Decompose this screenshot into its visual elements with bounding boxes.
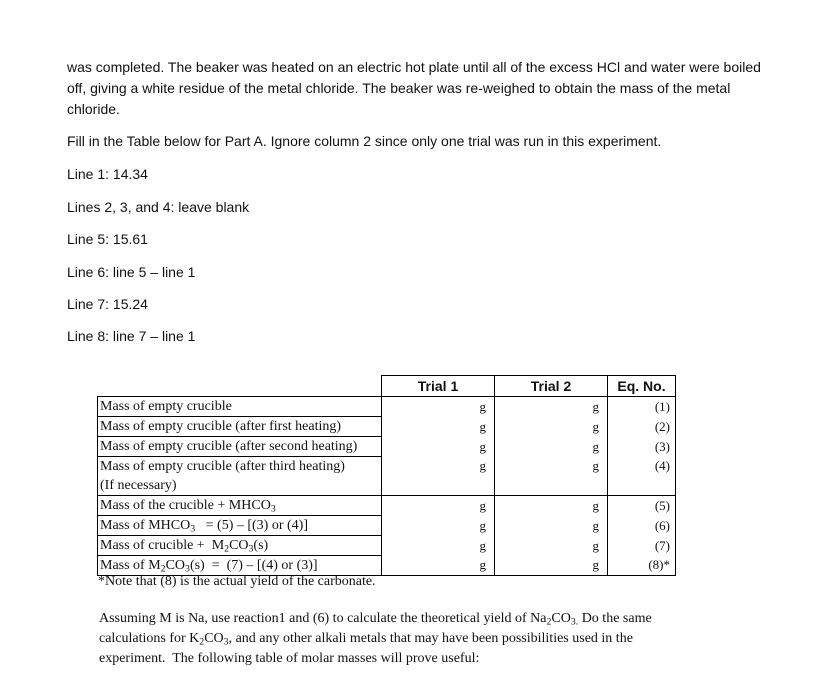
row-label: Mass of $MHCO_3 = (5) - [(3)$ or (4)] bbox=[98, 516, 382, 536]
eq-number: (6) bbox=[608, 516, 676, 536]
eq-number: (2) bbox=[608, 417, 676, 437]
eq-number: (4) bbox=[608, 457, 676, 477]
eq-number: (7) bbox=[608, 536, 676, 556]
header-eq-no: Eq. No. bbox=[608, 376, 676, 397]
table-row bbox=[98, 397, 676, 417]
assuming-paragraph: Assuming M is Na, use reaction1 and (6) to calculate the theoretical yield of $Na_2CO_{3.}$ Do the same calculations for $K_2CO_3$, and any other alkali metals that may have been possibilities used in the experiment. The following table of molar masses will prove useful: bbox=[99, 611, 652, 666]
header-trial-1: Trial 1 bbox=[382, 376, 495, 397]
eq-number: (3) bbox=[608, 437, 676, 457]
line-7-instruction: Line 7: 15.24 bbox=[67, 296, 148, 312]
lines-2-3-4-instruction: Lines 2, 3, and 4: leave blank bbox=[67, 199, 250, 215]
row-label-continued: (If necessary) bbox=[98, 476, 382, 496]
eq-number: (5) bbox=[608, 496, 676, 516]
eq-number: (1) bbox=[608, 397, 676, 417]
empty-cell bbox=[608, 476, 676, 496]
table-header-row bbox=[98, 376, 676, 397]
row-label: Mass of crucible + $M_2CO_3(s)$ bbox=[98, 536, 382, 556]
unit-g: g bbox=[495, 556, 608, 576]
intro-paragraph: was completed. The beaker was heated on an electric hot plate until all of the excess HCl and water were boiled off, giving a white residue of the metal chloride. The beaker was re-weighed to obtain the mass of the metal chloride. bbox=[67, 59, 761, 117]
table-row bbox=[98, 556, 676, 576]
unit-g: g bbox=[382, 536, 495, 556]
unit-g: g bbox=[382, 556, 495, 576]
row-label: Mass of the crucible + $MHCO_3$ bbox=[98, 496, 382, 516]
unit-g: g bbox=[495, 397, 608, 417]
row-label: Mass of empty crucible (after third heating) bbox=[98, 457, 382, 477]
row-label: Mass of $M_2CO_3(s) = (7) - [(4)$ or (3)] bbox=[98, 556, 382, 576]
data-table bbox=[97, 375, 676, 576]
table-row bbox=[98, 476, 676, 496]
eq-number: (8)* bbox=[608, 556, 676, 576]
table-row bbox=[98, 496, 676, 516]
unit-g: g bbox=[495, 516, 608, 536]
line-1-instruction: Line 1: 14.34 bbox=[67, 166, 148, 182]
unit-g: g bbox=[382, 397, 495, 417]
line-6-instruction: Line 6: line 5 – line 1 bbox=[67, 264, 196, 280]
table-row bbox=[98, 457, 676, 477]
unit-g: g bbox=[495, 417, 608, 437]
unit-g: g bbox=[382, 417, 495, 437]
unit-g: g bbox=[495, 457, 608, 477]
row-label: Mass of empty crucible bbox=[98, 397, 382, 417]
unit-g: g bbox=[495, 536, 608, 556]
unit-g: g bbox=[495, 496, 608, 516]
line-8-instruction: Line 8: line 7 – line 1 bbox=[67, 328, 196, 344]
unit-g: g bbox=[495, 437, 608, 457]
table-footnote: *Note that (8) is the actual yield of the carbonate. bbox=[98, 574, 376, 589]
header-trial-2: Trial 2 bbox=[495, 376, 608, 397]
unit-g: g bbox=[382, 437, 495, 457]
table-row bbox=[98, 516, 676, 536]
empty-cell bbox=[495, 476, 608, 496]
table-row bbox=[98, 437, 676, 457]
table-row bbox=[98, 417, 676, 437]
empty-cell bbox=[382, 476, 495, 496]
unit-g: g bbox=[382, 516, 495, 536]
unit-g: g bbox=[382, 457, 495, 477]
line-5-instruction: Line 5: 15.61 bbox=[67, 231, 148, 247]
row-label: Mass of empty crucible (after first heating) bbox=[98, 417, 382, 437]
table-row bbox=[98, 536, 676, 556]
unit-g: g bbox=[382, 496, 495, 516]
instruction-text: Fill in the Table below for Part A. Ignore column 2 since only one trial was run in this experiment. bbox=[67, 133, 662, 149]
row-label: Mass of empty crucible (after second heating) bbox=[98, 437, 382, 457]
